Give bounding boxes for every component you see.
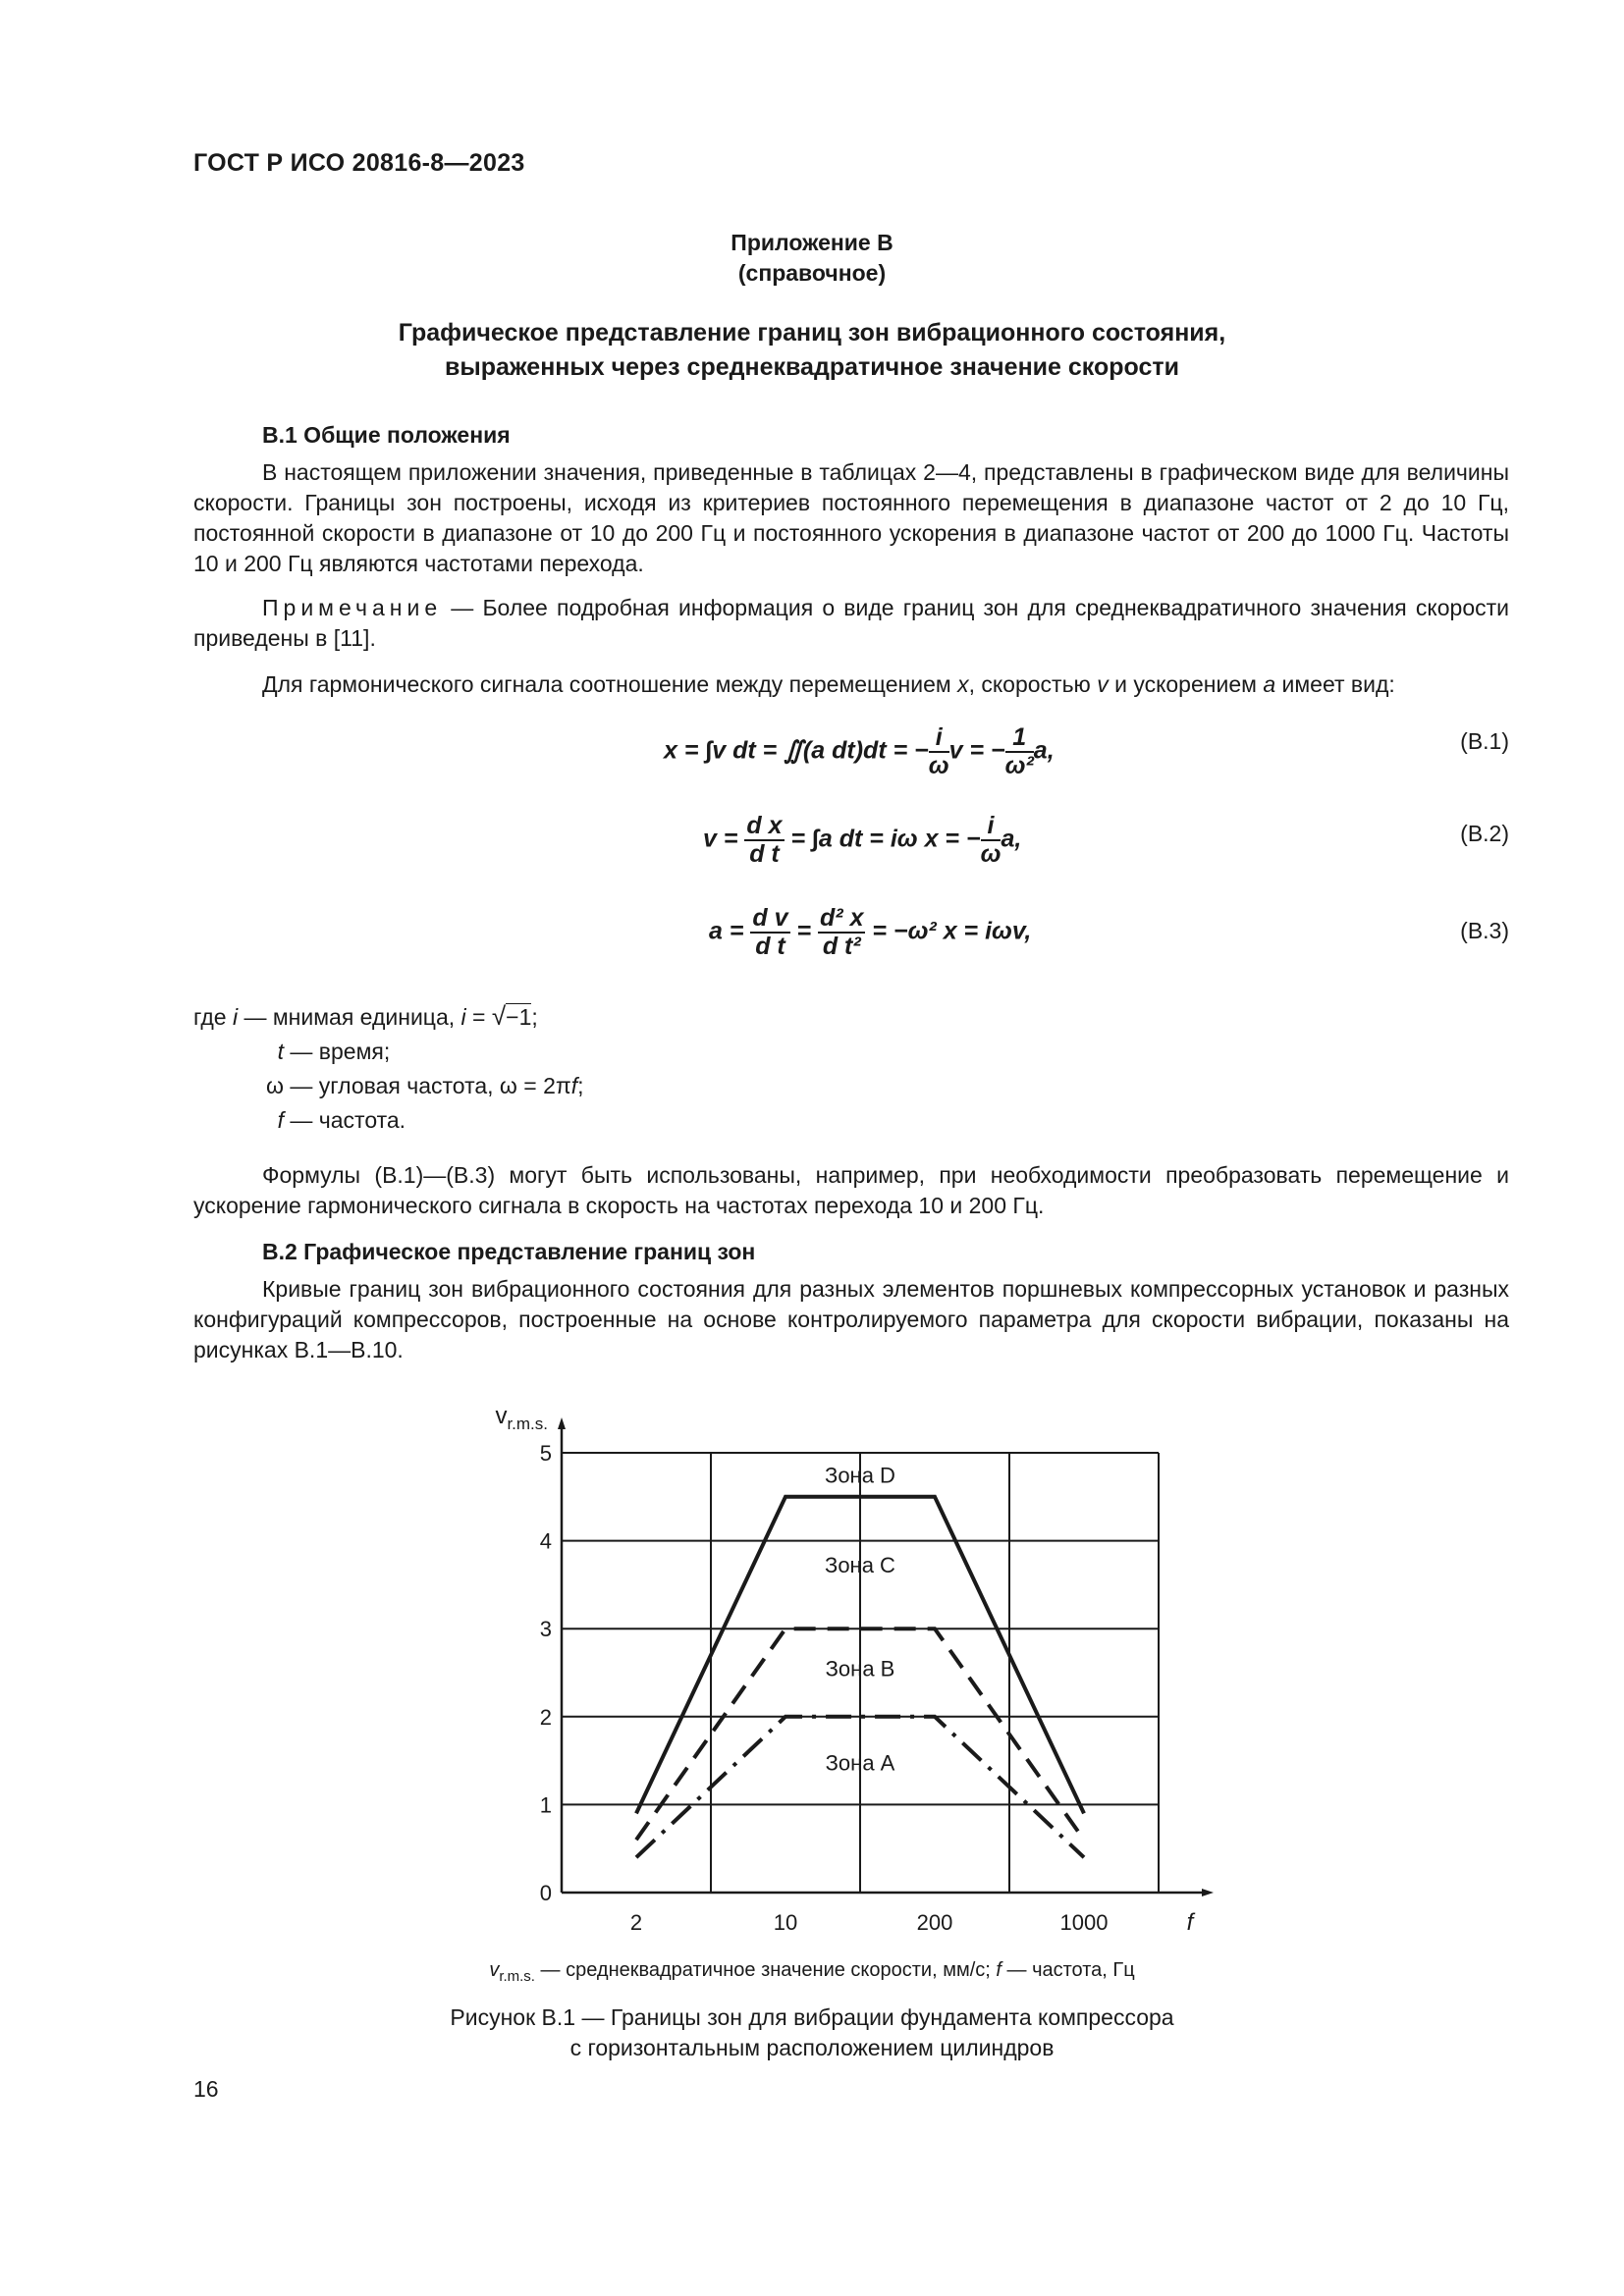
note-text: — Более подробная информация о виде границ зон для среднеквадратичного значения скорости приведены в [11]. xyxy=(193,595,1509,651)
formula-f: f xyxy=(570,1073,578,1098)
zone-boundaries-chart xyxy=(471,1394,1237,1944)
where-symbol-t: t xyxy=(277,1039,284,1064)
equation-b1-number: (В.1) xyxy=(1460,728,1509,754)
zone-label: Зона D xyxy=(825,1463,895,1488)
note-label: Примечание xyxy=(262,595,443,620)
legend-symbol-f: f xyxy=(996,1959,1001,1981)
where-item-omega xyxy=(193,1069,584,1103)
section-heading-1: В.1 Общие положения xyxy=(262,422,511,448)
equation-b3-number: (В.3) xyxy=(1460,918,1509,943)
legend-text-f: — частота, Гц xyxy=(1001,1959,1135,1981)
chart-labels xyxy=(495,1403,1195,1936)
formulas-usage-paragraph: Формулы (В.1)—(В.3) могут быть использованы, например, при необходимости преобразовать перемещение и ускорение гармонического сигнала в скорость на частотах перехода 10 и 200 Гц. xyxy=(193,1162,1509,1218)
y-tick-label-3: 3 xyxy=(539,1617,552,1642)
title-line-1: Графическое представление границ зон вибрационного состояния, xyxy=(398,319,1226,347)
symbol-v: v xyxy=(1097,671,1109,697)
figure-caption-line-2: с горизонтальным расположением цилиндров xyxy=(569,2035,1055,2060)
figure-legend xyxy=(0,1959,1624,1985)
x-tick-label-1000: 1000 xyxy=(1059,1910,1109,1935)
where-item-f xyxy=(193,1103,584,1138)
where-text-omega: — угловая частота, ω = 2π xyxy=(284,1073,571,1098)
appendix-label: Приложение В xyxy=(731,230,893,255)
equation-b2-number: (В.2) xyxy=(1460,821,1509,846)
figure-caption-line-1: Рисунок В.1 — Границы зон для вибрации фундамента компрессора xyxy=(450,2004,1174,2030)
where-end-i: ; xyxy=(531,1004,538,1030)
where-symbol-f: f xyxy=(277,1107,284,1133)
symbol-x: x xyxy=(957,671,969,697)
where-list xyxy=(193,999,584,1138)
x-axis-label: f xyxy=(1186,1909,1194,1936)
y-tick-label-0: 0 xyxy=(539,1881,552,1905)
y-tick-label-1: 1 xyxy=(539,1792,552,1818)
y-axis-label-subscript: r.m.s. xyxy=(507,1415,548,1433)
document-id: ГОСТ Р ИСО 20816-8—2023 xyxy=(193,149,525,177)
y-axis-label: $v_{r.m.s.}$ xyxy=(495,1403,548,1433)
where-item-i: где i — мнимая единица, i = √−1; xyxy=(193,1001,538,1031)
where-symbol-omega: ω xyxy=(266,1073,284,1098)
relation-text-a: Для гармонического сигнала соотношение между перемещением xyxy=(262,671,958,697)
x-tick-label-200: 200 xyxy=(916,1910,953,1935)
x-tick-label-10: 10 xyxy=(773,1910,798,1935)
formula-i: i xyxy=(460,1004,466,1030)
where-text-i: — мнимая единица, xyxy=(238,1004,461,1030)
figure-caption xyxy=(0,2002,1624,2063)
symbol-a: a xyxy=(1263,671,1276,697)
relation-text-b: , скоростью xyxy=(968,671,1098,697)
section-heading-2: В.2 Графическое представление границ зон xyxy=(262,1239,756,1264)
where-prefix: где xyxy=(193,1004,227,1030)
where-end-omega: ; xyxy=(577,1073,584,1098)
relation-paragraph xyxy=(193,669,1509,700)
appendix-kind: (справочное) xyxy=(737,260,887,286)
note-paragraph xyxy=(193,593,1509,654)
where-item-t xyxy=(193,1035,584,1069)
equation-b1: x = ∫v dt = ∬(a dt)dt = − $\frac{i}{\omega}$ v = − $\frac{1}{\text{ω²}}$ a, xyxy=(664,723,1055,779)
legend-symbol-v: v xyxy=(489,1959,500,1981)
page-number: 16 xyxy=(193,2076,219,2102)
relation-text-c: и ускорением xyxy=(1108,671,1264,697)
appendix-heading xyxy=(0,228,1624,289)
y-tick-label-2: 2 xyxy=(539,1704,552,1730)
appendix-title xyxy=(0,316,1624,385)
formula-radicand: −1 xyxy=(506,1004,532,1030)
x-tick-label-2: 2 xyxy=(629,1910,643,1935)
y-tick-label-4: 4 xyxy=(539,1528,552,1554)
zone-label: Зона B xyxy=(825,1656,895,1682)
title-line-2: выраженных через среднеквадратичное значение скорости xyxy=(445,353,1179,381)
equation-b3: a = $\frac{\text{d v}}{\text{d t}}$ = $\frac{\text{d² x}}{\text{d t²}}$ = −ω² x = iωv, xyxy=(709,904,1032,960)
relation-text-d: имеет вид: xyxy=(1275,671,1395,697)
section2-paragraph: Кривые границ зон вибрационного состояния для разных элементов поршневых компрессорных установок и разных конфигураций компрессоров, построенные на основе контролируемого параметра для скорости вибрации, показаны на рисунках В.1—В.10. xyxy=(193,1276,1509,1362)
equation-b2: v = $\frac{\text{d x}}{\text{d t}}$ = ∫a dt = iω x = − $\frac{i}{\omega}$ a, xyxy=(703,812,1022,868)
where-text-t: — время; xyxy=(284,1039,391,1064)
formula-eq: = xyxy=(465,1004,492,1030)
where-text-f: — частота. xyxy=(284,1107,406,1133)
legend-text-v: — среднеквадратичное значение скорости, мм/с; xyxy=(534,1959,997,1981)
y-tick-label-5: 5 xyxy=(539,1441,552,1466)
where-symbol-i: i xyxy=(232,1004,239,1030)
zone-label: Зона C xyxy=(825,1552,895,1577)
section1-paragraph: В настоящем приложении значения, приведенные в таблицах 2—4, представлены в графическом виде для величины скорости. Границы зон построены, исходя из критериев постоянного перемещения в диапазоне частот от 2 до 10 Гц, постоянной скорости в диапазоне от 10 до 200 Гц и постоянного ускорения в диапазоне частот от 200 до 1000 Гц. Частоты 10 и 200 Гц являются частотами перехода. xyxy=(193,459,1509,576)
legend-subscript: r.m.s. xyxy=(499,1968,535,1985)
zone-label: Зона A xyxy=(825,1750,895,1776)
